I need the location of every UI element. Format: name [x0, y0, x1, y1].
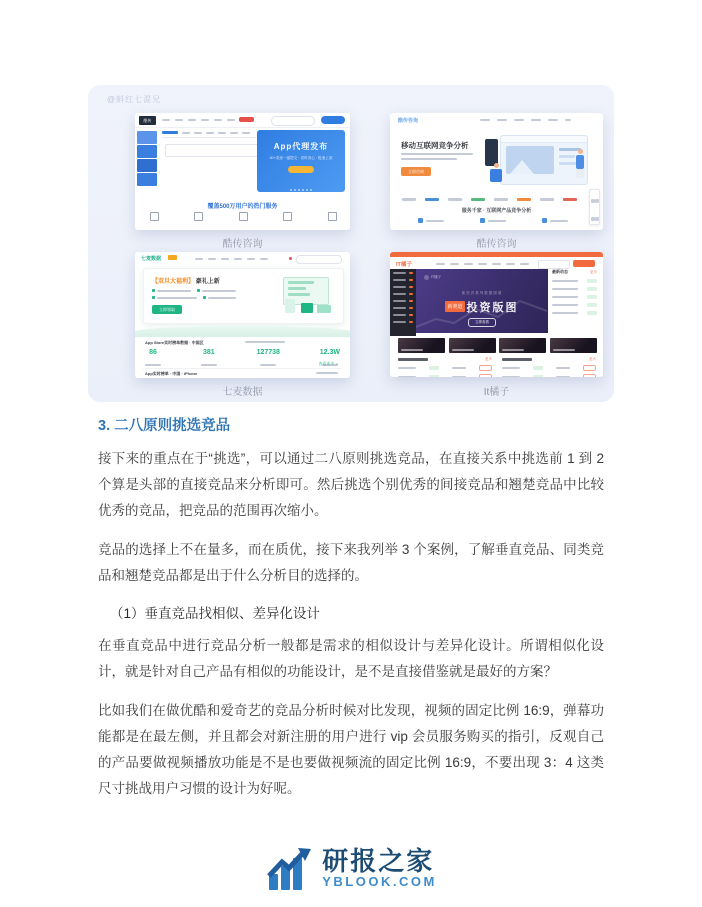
sub-heading: （1）垂直竞品找相似、差异化设计 [110, 606, 321, 621]
news-item[interactable] [552, 295, 597, 299]
screenshot-qimai [135, 252, 350, 378]
itjuzi-logo: IT橘子 [396, 262, 412, 268]
screenshot-kuchuan-main [135, 113, 350, 230]
wave-decoration [135, 326, 350, 337]
banner-subtitle: 新经济系列数据图谱 [461, 291, 503, 295]
table-more-link[interactable]: 更多 [589, 357, 596, 361]
screenshot-itjuzi [390, 252, 603, 377]
news-item[interactable] [552, 311, 597, 315]
paragraph: 在垂直竞品中进行竞品分析一般都是需求的相似设计与差异化设计。所谓相似化设计，就是针对自己产品有相似的功能设计，是不是直接借鉴就是最好的方案？ [98, 638, 604, 679]
hero-subtext-placeholder [401, 153, 473, 155]
brand-name-cn: 研报之家 [322, 846, 435, 876]
client-logos-placeholder [402, 198, 577, 201]
banner-button[interactable]: 立即查看 [468, 318, 496, 327]
service-icon[interactable] [147, 212, 161, 230]
bar-chart-arrow-icon [265, 845, 313, 893]
banner-logo: IT橘子 [424, 275, 441, 280]
nav-links-placeholder[interactable] [195, 258, 268, 260]
hero-subtext-placeholder [401, 158, 457, 160]
search-input[interactable] [296, 255, 342, 264]
paragraph: 竞品的选择上不在量多，而在质优，接下来我列举 3 个案例，了解垂直竞品、同类竞品和翘楚竞品都是出于什么分析目的选择的。 [98, 542, 604, 583]
sidebar-menu[interactable] [137, 131, 157, 187]
card-caption: 酷传咨询 [222, 239, 263, 250]
person-illustration [576, 149, 584, 178]
notification-dot [289, 257, 292, 260]
section-heading: 3. 二八原则挑选竞品 [98, 418, 231, 434]
hero-highlight: 【双旦大福利】 [152, 279, 195, 285]
qimai-logo: 七麦数据 [141, 256, 162, 262]
promo-banner[interactable] [257, 130, 345, 192]
list2-link-placeholder [316, 372, 338, 374]
banner-title: App代理发布 [273, 142, 329, 151]
banner-headline [416, 298, 548, 316]
hero-card [143, 268, 344, 324]
top-bar [390, 252, 603, 257]
news-item[interactable] [552, 287, 597, 291]
floating-toolbar[interactable] [589, 189, 600, 225]
phone-illustration [485, 139, 498, 166]
carousel-dots[interactable] [257, 178, 345, 196]
table-more-link[interactable]: 更多 [485, 357, 492, 361]
card-caption: 七麦数据 [222, 387, 263, 398]
banner-subtitle: 30+渠道一键提交 · 省时省心 · 极速上架 [269, 155, 333, 160]
paragraph: 接下来的重点在于“挑选”，可以通过二八原则挑选竞品，在直接关系中挑选前 1 到 2 个算是头部的直接竞品来分析即可。然后挑选个别优秀的间接竞品和翘楚竞品中比较优秀的竞品，把竞品的范围再次缩小。 [98, 451, 604, 518]
brand-text [322, 848, 437, 890]
app-search-input[interactable] [165, 144, 262, 157]
services-icons-row [147, 212, 339, 230]
stat-item: 127738 [257, 349, 280, 374]
site-header [135, 113, 350, 128]
claim-button[interactable]: 立即领取 [152, 305, 182, 314]
hero-headline [152, 276, 220, 285]
table-row[interactable] [398, 374, 492, 377]
stat-item: 381 [201, 349, 217, 374]
data-table-right [502, 357, 596, 377]
benefit-row [152, 289, 236, 292]
paragraph: 比如我们在做优酷和爱奇艺的竞品分析时候对比发现，视频的固定比例 16:9，弹幕功能都是在最左侧，并且都会对新注册的用户进行 vip 会员服务购买的指引，反观自己的产品要做视频播放功能是不是也要做视频流的固定比例 16:9，不要出现 3：4 这类尺寸挑战用户习惯的设计为好呢。 [98, 703, 604, 796]
ranking-list2-title: App实时榜单 · 中国 · iPhone [145, 371, 198, 376]
banner-title: 投资版图 [466, 301, 519, 314]
investment-banner[interactable] [416, 269, 548, 333]
card-caption: 酷传咨询 [476, 239, 517, 250]
benefit-row [152, 296, 236, 299]
table-row[interactable] [502, 374, 596, 377]
service-icon[interactable] [236, 212, 250, 230]
kuchuan-logo: 酷传 [139, 116, 156, 125]
article-body [98, 414, 604, 815]
see-more-link[interactable]: 查看更多 > [318, 361, 338, 366]
dashboard-illustration [500, 135, 588, 185]
news-column [552, 269, 597, 319]
signup-button[interactable] [573, 260, 595, 267]
tagline: 服务千家 · 互联网产品竞争分析 [461, 208, 532, 214]
isometric-illustration [263, 275, 335, 317]
screenshot-kuchuan-consulting [390, 113, 603, 230]
search-input[interactable] [538, 260, 570, 269]
nav-links-placeholder[interactable] [480, 119, 571, 121]
banner-button[interactable] [288, 166, 314, 173]
table-row[interactable] [502, 365, 596, 371]
divider [143, 368, 342, 369]
category-sidebar[interactable] [390, 269, 416, 336]
screenshot-gallery-panel [88, 85, 614, 402]
services-title: 覆盖500万用户的热门服务 [207, 204, 278, 210]
hero-heading: 移动互联网竞争分析 [401, 141, 469, 150]
footer-brand [0, 845, 702, 893]
banner-tag: 新赛道 [445, 301, 464, 312]
service-icon[interactable] [192, 212, 206, 230]
brand-name-en: YBLOOK.COM [322, 874, 437, 889]
feature-items-row [418, 218, 568, 223]
ranking-list-title: App Store实时榜单数据 · 中国区 [145, 340, 204, 345]
hero-title: 豪礼上新 [195, 279, 220, 285]
gallery-thumbnails[interactable] [398, 338, 597, 353]
service-icon[interactable] [325, 212, 339, 230]
table-row[interactable] [398, 365, 492, 371]
card-caption: It橘子 [483, 387, 510, 398]
stat-item: 12.3W [320, 349, 340, 374]
nav-links-placeholder [162, 119, 235, 121]
promo-badge [239, 117, 254, 122]
search-input[interactable] [271, 116, 315, 126]
news-title: 最新动态 [552, 269, 568, 274]
news-item[interactable] [552, 303, 597, 307]
watermark: @蚪红七湜兄 [107, 95, 162, 104]
person-illustration [490, 163, 502, 182]
news-item[interactable] [552, 279, 597, 283]
login-button[interactable] [321, 116, 345, 124]
site-logo: 酷传咨询 [398, 118, 419, 124]
consult-button[interactable]: 立即咨询 [401, 167, 431, 176]
data-table-left [398, 357, 492, 377]
news-more-link[interactable]: 更多 [590, 269, 597, 274]
list-subtext-placeholder [245, 341, 285, 343]
service-icon[interactable] [281, 212, 295, 230]
tab-row-placeholder[interactable] [162, 131, 250, 134]
nav-links-placeholder[interactable] [436, 263, 529, 265]
logo-tag [168, 255, 177, 260]
stat-item: 86 [145, 349, 161, 374]
